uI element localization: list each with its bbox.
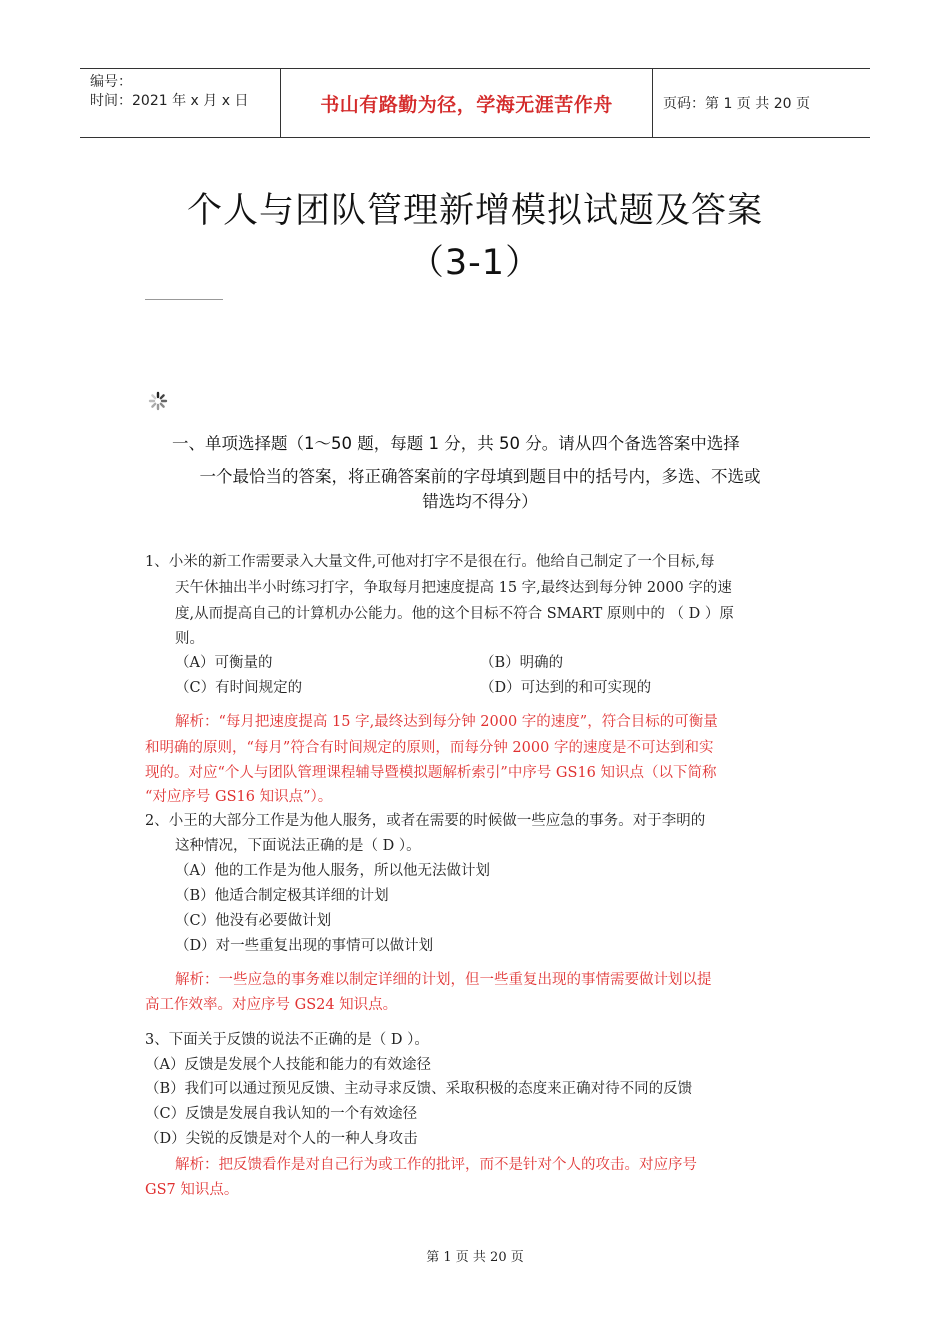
header-page-info: 页码：第 1 页 共 20 页 [663, 96, 810, 112]
q1-option-d: （D）可达到的和可实现的 [480, 680, 652, 696]
header-meta [80, 69, 281, 137]
q2-stem-line: 2、小王的大部分工作是为他人服务，或者在需要的时候做一些应急的事务。对于李明的 [145, 813, 706, 829]
document-title: 个人与团队管理新增模拟试题及答案 [186, 191, 763, 231]
q3-analysis-line: GS7 知识点。 [145, 1182, 239, 1198]
q3-option-a: （A）反馈是发展个人技能和能力的有效途径 [145, 1057, 431, 1073]
q1-analysis-line: 解析：“每月把速度提高 15 字,最终达到每分钟 2000 字的速度”，符合目标的可衡量 [175, 714, 718, 730]
q1-analysis-line: 现的。对应“个人与团队管理课程辅导暨模拟题解析索引”中序号 GS16 知识点（以下简称 [145, 765, 717, 781]
number-label: 编号： [90, 74, 132, 90]
q1-option-c: （C）有时间规定的 [175, 680, 303, 696]
q2-option-b: （B）他适合制定极其详细的计划 [175, 888, 389, 904]
q1-stem-line: 则。 [175, 631, 204, 647]
page-footer: 第 1 页 共 20 页 [426, 1250, 524, 1265]
q1-analysis-line: 和明确的原则，“每月”符合有时间规定的原则，而每分钟 2000 字的速度是不可达到和实 [145, 740, 714, 756]
q3-analysis-line: 解析：把反馈看作是对自己行为或工作的批评，而不是针对个人的攻击。对应序号 [175, 1157, 697, 1173]
q2-stem-line: 这种情况，下面说法正确的是（ D ）。 [175, 838, 421, 854]
q1-analysis-line: “对应序号 GS16 知识点”）。 [145, 789, 333, 805]
document-header [80, 68, 870, 138]
q2-analysis-line: 解析：一些应急的事务难以制定详细的计划，但一些重复出现的事情需要做计划以提 [175, 972, 712, 988]
q2-option-c: （C）他没有必要做计划 [175, 913, 332, 929]
q3-option-d: （D）尖锐的反馈是对个人的一种人身攻击 [145, 1131, 418, 1147]
section-instructions: 一个最恰当的答案，将正确答案前的字母填到题目中的括号内，多选、不选或 [199, 467, 761, 486]
divider [145, 299, 223, 300]
q2-option-d: （D）对一些重复出现的事情可以做计划 [175, 938, 434, 954]
q1-option-b: （B）明确的 [480, 655, 564, 671]
q1-stem-line: 度,从而提高自己的计算机办公能力。他的这个目标不符合 SMART 原则中的 （ D ）原 [175, 606, 734, 622]
loading-spinner-icon [148, 391, 168, 411]
header-motto: 书山有路勤为径，学海无涯苦作舟 [281, 69, 653, 137]
q3-stem-line: 3、下面关于反馈的说法不正确的是（ D ）。 [145, 1032, 429, 1048]
q2-option-a: （A）他的工作是为他人服务，所以他无法做计划 [175, 863, 490, 879]
q2-analysis-line: 高工作效率。对应序号 GS24 知识点。 [145, 997, 398, 1013]
q1-option-a: （A）可衡量的 [175, 655, 273, 671]
time-label: 时间：2021 年 x 月 x 日 [90, 93, 249, 109]
section-heading: 一、单项选择题（1～50 题，每题 1 分，共 50 分。请从四个备选答案中选择 [172, 434, 740, 453]
q1-stem-line: 天午休抽出半小时练习打字，争取每月把速度提高 15 字,最终达到每分钟 2000 字的速 [175, 580, 732, 596]
q3-option-c: （C）反馈是发展自我认知的一个有效途径 [145, 1106, 418, 1122]
q1-stem-line: 1、小米的新工作需要录入大量文件,可他对打字不是很在行。他给自己制定了一个目标,每 [145, 554, 715, 570]
document-subtitle: （3-1） [408, 243, 542, 283]
section-instructions-end: 错选均不得分） [422, 492, 538, 511]
q3-option-b: （B）我们可以通过预见反馈、主动寻求反馈、采取积极的态度来正确对待不同的反馈 [145, 1081, 693, 1097]
